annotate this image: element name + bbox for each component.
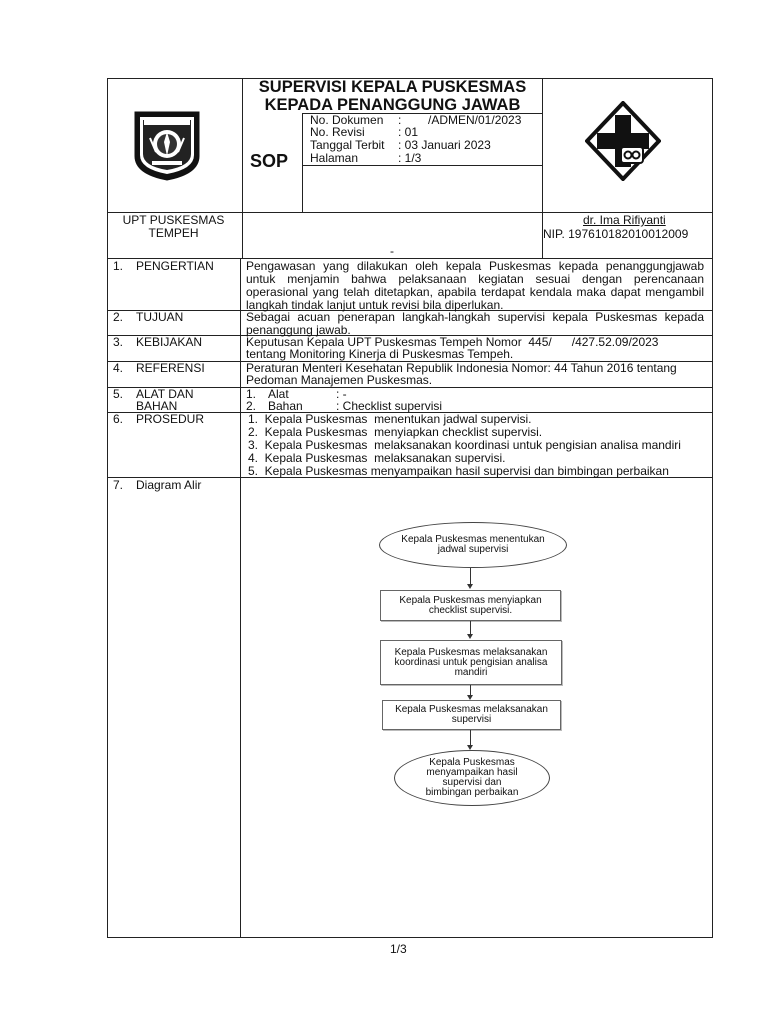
section-label-line2: BAHAN	[136, 399, 178, 413]
section-label: TUJUAN	[136, 310, 184, 324]
flow-arrow	[470, 685, 471, 695]
kabupaten-emblem-icon	[132, 108, 202, 182]
item-number: 1.	[246, 387, 257, 401]
sop-label: SOP	[250, 151, 289, 171]
meta-value: : 1/3	[398, 151, 422, 165]
meta-value: : 03 Januari 2023	[398, 138, 491, 152]
signer-name: dr. Ima Rifiyanti	[583, 213, 666, 227]
item-number: 2.	[246, 399, 257, 413]
item-value: : Checklist supervisi	[336, 399, 443, 413]
procedure-step: 2. Kepala Puskesmas menyiapkan checklist supervisi.	[248, 425, 543, 439]
signer-nip: NIP. 197610182010012009	[543, 227, 689, 241]
unit-name-line1: UPT PUSKESMAS	[122, 213, 225, 227]
flow-step-node: Kepala Puskesmas melaksanakan supervisi	[382, 700, 561, 730]
flow-arrow-head	[467, 584, 473, 589]
flow-start-node: Kepala Puskesmas menentukan jadwal supervisi	[379, 522, 567, 568]
meta-value: : /ADMEN/01/2023	[398, 113, 522, 127]
divider	[302, 165, 543, 166]
divider	[302, 113, 303, 212]
puskesmas-logo-icon	[585, 101, 661, 181]
section-label: KEBIJAKAN	[136, 335, 203, 349]
flow-arrow-head	[467, 634, 473, 639]
divider	[107, 387, 713, 388]
page-number: 1/3	[390, 942, 407, 956]
section-text-line1: Peraturan Menteri Kesehatan Republik Indonesia Nomor: 44 Tahun 2016 tentang	[246, 361, 677, 375]
section-label: REFERENSI	[136, 361, 205, 375]
section-number: 1.	[113, 259, 124, 273]
flow-arrow	[470, 568, 471, 584]
section-text-line1: Keputusan Kepala UPT Puskesmas Tempeh Nomor 445/ /427.52.09/2023	[246, 335, 659, 349]
flow-end-node: Kepala Puskesmas menyampaikan hasil supervisi dan bimbingan perbaikan	[394, 750, 550, 806]
section-number: 6.	[113, 412, 124, 426]
section-text-line2: tentang Monitoring Kinerja di Puskesmas Tempeh.	[246, 347, 514, 361]
table-border-bottom	[107, 937, 713, 938]
section-text: Sebagai acuan penerapan langkah-langkah supervisi kepala Puskesmas kepada penanggung jawab.	[246, 310, 704, 337]
section-label: PENGERTIAN	[136, 259, 214, 273]
section-label: PROSEDUR	[136, 412, 205, 426]
flow-step-node: Kepala Puskesmas menyiapkan checklist supervisi.	[380, 590, 561, 621]
meta-label: Tanggal Terbit	[310, 138, 385, 152]
unit-name-line2: TEMPEH	[148, 226, 199, 240]
header-dash: -	[390, 244, 394, 258]
item-label: Alat	[268, 387, 289, 401]
section-label: Diagram Alir	[136, 478, 202, 492]
section-text-line2: Pedoman Manajemen Puskesmas.	[246, 373, 433, 387]
document-title-line1: SUPERVISI KEPALA PUSKESMAS	[258, 78, 527, 96]
document-title-line2: KEPADA PENANGGUNG JAWAB	[264, 96, 521, 114]
meta-label: Halaman	[310, 151, 359, 165]
meta-value: : 01	[398, 125, 419, 139]
section-text: Pengawasan yang dilakukan oleh kepala Puskesmas kepada penanggungjawab untuk menjamin bahwa pelaksanaan kegiatan sesuai dengan perencanaan operasional yang telah ditetapkan, apabila terdapat kendala maka dapat mengambil langkah tindak lanjut untuk revisi bila diperlukan.	[246, 259, 704, 312]
item-value: : -	[336, 387, 347, 401]
section-number: 2.	[113, 310, 124, 324]
procedure-step: 3. Kepala Puskesmas melaksanakan koordinasi untuk pengisian analisa mandiri	[248, 438, 681, 452]
item-label: Bahan	[268, 399, 303, 413]
procedure-step: 5. Kepala Puskesmas menyampaikan hasil supervisi dan bimbingan perbaikan	[248, 464, 669, 478]
table-border-left	[107, 78, 108, 938]
section-label-line1: ALAT DAN	[136, 387, 194, 401]
flow-arrow	[470, 730, 471, 745]
section-number: 4.	[113, 361, 124, 375]
flow-step-node: Kepala Puskesmas melaksanakan koordinasi untuk pengisian analisa mandiri	[380, 640, 562, 685]
section-number: 5.	[113, 387, 124, 401]
procedure-step: 4. Kepala Puskesmas melaksanakan supervisi.	[248, 451, 506, 465]
procedure-step: 1. Kepala Puskesmas menentukan jadwal supervisi.	[248, 412, 532, 426]
section-number: 3.	[113, 335, 124, 349]
section-number: 7.	[113, 478, 124, 492]
table-border-right	[712, 78, 713, 938]
meta-label: No. Revisi	[310, 125, 365, 139]
divider	[240, 258, 241, 938]
flow-arrow	[470, 621, 471, 634]
meta-label: No. Dokumen	[310, 113, 384, 127]
